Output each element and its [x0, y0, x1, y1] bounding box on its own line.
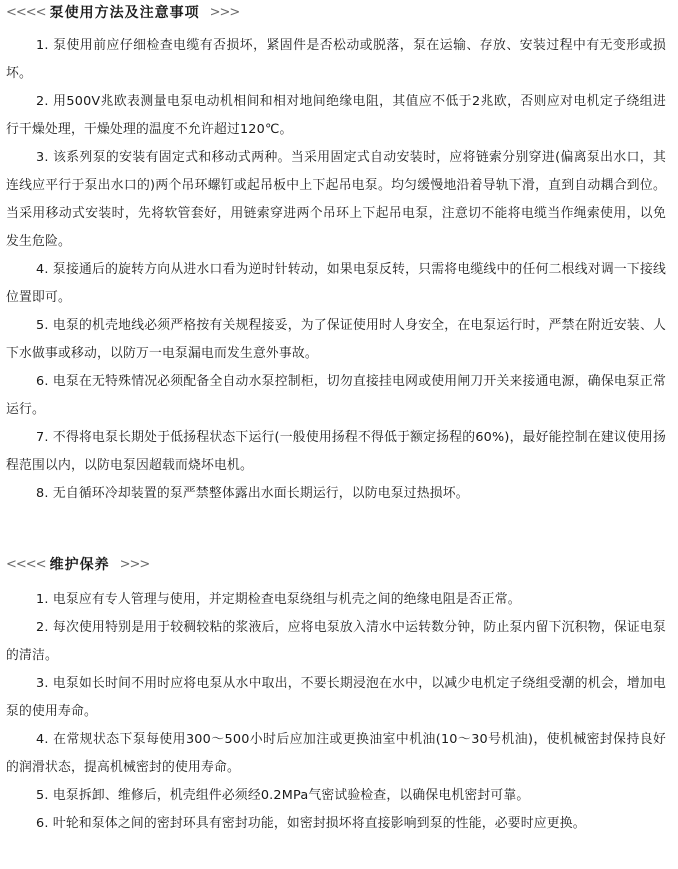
- list-item: 5. 电泵拆卸、维修后，机壳组件必须经0.2MPa气密试验检查，以确保电机密封可靠。: [36, 788, 530, 803]
- heading-decoration-left: <<<<: [6, 4, 46, 20]
- section-title: 维护保养: [49, 557, 110, 573]
- section-heading: [6, 0, 666, 24]
- section-heading: [6, 552, 666, 576]
- heading-decoration-left: <<<<: [6, 556, 46, 572]
- section-title: 泵使用方法及注意事项: [49, 5, 200, 21]
- list-item: 3. 电泵如长时间不用时应将电泵从水中取出，不要长期浸泡在水中，以减少电机定子绕组受潮的机会，增加电泵的使用寿命。: [6, 676, 666, 719]
- heading-decoration-right: >>>: [119, 556, 150, 572]
- maintenance-list: [6, 586, 666, 838]
- list-item: 4. 在常规状态下泵每使用300～500小时后应加注或更换油室中机油(10～30号机油)，使机械密封保持良好的润滑状态，提高机械密封的使用寿命。: [6, 732, 666, 775]
- list-item: 2. 每次使用特别是用于较稠较粘的浆液后，应将电泵放入清水中运转数分钟，防止泵内留下沉积物，保证电泵的清洁。: [6, 620, 666, 663]
- list-item: 2. 用500V兆欧表测量电泵电动机相间和相对地间绝缘电阻，其值应不低于2兆欧，否则应对电机定子绕组进行干燥处理，干燥处理的温度不允许超过120℃。: [6, 94, 666, 137]
- list-item: 3. 该系列泵的安装有固定式和移动式两种。当采用固定式自动安装时，应将链索分别穿进(偏离泵出水口，其连线应平行于泵出水口的)两个吊环螺钉或起吊板中上下起吊电泵。均匀缓慢地沿着导轨下滑，直到自动耦合到位。当采用移动式安装时，先将软管套好，用链索穿进两个吊环上下起吊电泵，注意切不能将电缆当作绳索使用，以免发生危险。: [6, 150, 666, 249]
- list-item: 1. 泵使用前应仔细检查电缆有否损坏，紧固件是否松动或脱落，泵在运输、存放、安装过程中有无变形或损坏。: [6, 38, 666, 81]
- heading-decoration-right: >>>: [209, 4, 240, 20]
- usage-precautions-section: [6, 0, 666, 508]
- usage-list: [6, 32, 666, 508]
- list-item: 6. 电泵在无特殊情况必须配备全自动水泵控制柜，切勿直接挂电网或使用闸刀开关来接通电源，确保电泵正常运行。: [6, 374, 666, 417]
- list-item: 6. 叶轮和泵体之间的密封环具有密封功能，如密封损坏将直接影响到泵的性能，必要时应更换。: [36, 816, 586, 831]
- list-item: 7. 不得将电泵长期处于低扬程状态下运行(一般使用扬程不得低于额定扬程的60%)，最好能控制在建议使用扬程范围以内，以防电泵因超载而烧坏电机。: [6, 430, 666, 473]
- list-item: 1. 电泵应有专人管理与使用，并定期检查电泵绕组与机壳之间的绝缘电阻是否正常。: [36, 592, 521, 607]
- list-item: 5. 电泵的机壳地线必须严格按有关规程接妥，为了保证使用时人身安全，在电泵运行时，严禁在附近安装、人下水做事或移动，以防万一电泵漏电而发生意外事故。: [6, 318, 666, 361]
- list-item: 8. 无自循环冷却装置的泵严禁整体露出水面长期运行，以防电泵过热损坏。: [36, 486, 469, 501]
- list-item: 4. 泵接通后的旋转方向从进水口看为逆时针转动，如果电泵反转，只需将电缆线中的任何二根线对调一下接线位置即可。: [6, 262, 666, 305]
- maintenance-section: [6, 552, 666, 838]
